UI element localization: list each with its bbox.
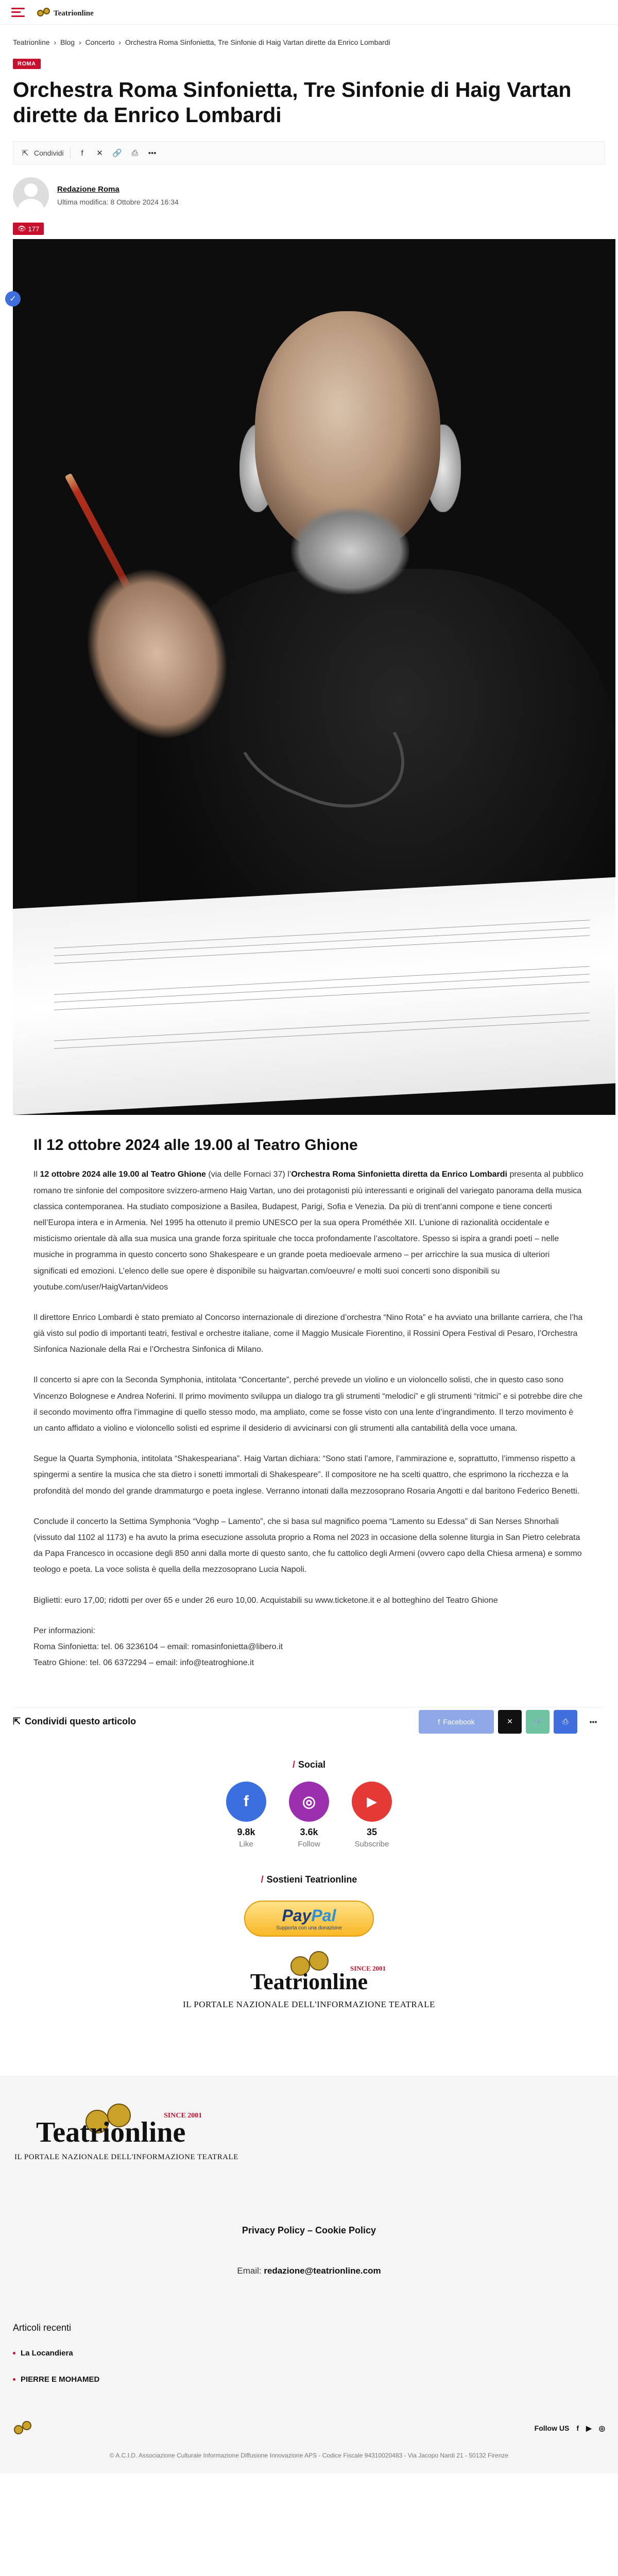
- accessibility-icon[interactable]: ✓: [5, 291, 21, 307]
- copy-link-button[interactable]: [526, 1710, 550, 1734]
- recent-article-item[interactable]: PIERRE E MOHAMED: [13, 2375, 618, 2384]
- footer-logo[interactable]: SINCE 2001 Teatrionline IL PORTALE NAZIONALE DELL'INFORMAZIONE TEATRALE: [0, 2076, 618, 2179]
- x-share-button[interactable]: [498, 1710, 522, 1734]
- youtube-icon: ▶: [352, 1782, 392, 1822]
- social-widget: [0, 1782, 618, 1849]
- share-footer-label: ⇱ Condividi questo articolo: [13, 1716, 136, 1727]
- paragraph: Il 12 ottobre 2024 alle 19.00 al Teatro Ghione (via delle Fornaci 37) l’Orchestra Roma Sinfonietta diretta da Enrico Lombardi presenta al pubblico romano tre sinfonie del compositore svizzero-armeno Haig Vartan, uno dei protagonisti più interessanti e originali del variegato panorama della musica classica contemporanea. Ha studiato composizione a Basilea, Budapest, Parigi, Sofia e Venezia. Da più di trent’anni compone e tiene concerti nell’Europa intera e in Armenia. Nel 1995 ha ottenuto il premio UNESCO per la sua opera Prométhée XII. L’unione di razionalità occidentale e misticismo orientale dà alla sua musica una grande forza spirituale che tocca profondamente l’ascoltatore. Spesso si ispira a grandi poeti – nelle musiche in programma in questo concerto sono Shakespeare e un grande poeta medioevale armeno – per arricchire la sua musica di ulteriori significati ed emozioni. L’elenco delle sue opere è disponibile su haigvartan.com/oeuvre/ e molti suoi concerti sono disponibili su youtube.com/user/HaigVartan/videos: [33, 1170, 583, 1292]
- breadcrumb-separator: ›: [54, 38, 57, 46]
- share-footer: [13, 1707, 605, 1736]
- paragraph: Il concerto si apre con la Seconda Symphonia, intitolata “Concertante”, perché prevede un violino e un violoncello solisti, che in questo caso sono Vincenzo Bolognese e Andrea Noferini. Il primo movimento sviluppa un dialogo tra gli strumenti “melodici” e gli strumenti “ritmici” e si potrebbe dire che il secondo movimento offra l’immagine di quello stesso modo, ma ampliato, come se fosse visto con una lente d’ingrandimento. Il terzo movimento è un canto affidato a violino e violoncello solisti ed esprime il desiderio di avvicinarsi con gli strumenti alla cantabilità della voce umana.: [33, 1376, 582, 1433]
- more-icon[interactable]: •••: [148, 148, 157, 158]
- instagram-icon[interactable]: ◎: [598, 2424, 605, 2432]
- breadcrumb-blog[interactable]: Blog: [60, 38, 75, 46]
- facebook-icon: f: [438, 1717, 440, 1726]
- breadcrumb-concerto[interactable]: Concerto: [85, 38, 115, 46]
- support-widget-title: / Sostieni Teatrionline: [261, 1874, 357, 1885]
- eye-icon: 👁: [18, 225, 26, 233]
- article-body: [33, 1137, 585, 1671]
- print-icon: ⎙: [562, 1717, 569, 1726]
- binoculars-icon: [36, 7, 52, 18]
- more-icon: •••: [589, 1717, 597, 1726]
- share-label: ⇱ Condividi: [20, 147, 71, 159]
- youtube-icon[interactable]: ▶: [586, 2424, 592, 2432]
- footer-links: Privacy Policy – Cookie Policy: [242, 2225, 376, 2236]
- author-name[interactable]: Redazione Roma: [57, 184, 119, 194]
- social-instagram[interactable]: ◎ 3.6k Follow: [289, 1782, 329, 1849]
- print-button[interactable]: [554, 1710, 577, 1734]
- facebook-share-button[interactable]: f Facebook: [419, 1710, 494, 1734]
- more-share-button[interactable]: [581, 1710, 605, 1734]
- site-logo-text: Teatrionline: [54, 9, 94, 18]
- social-facebook[interactable]: f 9.8k Like: [226, 1782, 266, 1849]
- privacy-policy-link[interactable]: Privacy Policy: [242, 2225, 305, 2236]
- menu-icon[interactable]: [11, 8, 25, 17]
- share-bar: [13, 141, 605, 165]
- paragraph: Biglietti: euro 17,00; ridotti per over 65 e under 26 euro 10,00. Acquistabili su www.ticketone.it e al botteghino del Teatro Ghione: [33, 1596, 498, 1605]
- email-link[interactable]: redazione@teatrionline.com: [264, 2266, 381, 2276]
- modified-date: Ultima modifica: 8 Ottobre 2024 16:34: [57, 197, 179, 206]
- site-footer: [0, 2076, 618, 2473]
- x-icon: ✕: [507, 1717, 513, 1726]
- paragraph: Segue la Quarta Symphonia, intitolata “Shakespeariana”. Haig Vartan dichiara: “Sono stati l’amore, l’ammirazione e, soprattutto, l’immenso rispetto a spingermi a sentire la musica che sta dietro i sonetti immortali di Shakespeare”. Il compositore ne ha scelti quattro, che esprimono la ricchezza e la profondità del mondo del grande drammaturgo e poeta inglese. Verranno intonati dalla mezzosoprano Rosaria Angotti e dal baritono Federico Benetti.: [33, 1454, 580, 1496]
- share-icon: ⇱: [13, 1716, 21, 1727]
- follow-us: Follow US f ▶ ◎: [534, 2424, 605, 2433]
- facebook-icon[interactable]: f: [576, 2424, 579, 2433]
- social-widget-title: / Social: [292, 1759, 326, 1770]
- facebook-icon[interactable]: f: [81, 148, 83, 158]
- social-youtube[interactable]: ▶ 35 Subscribe: [352, 1782, 392, 1849]
- author-row: [0, 165, 618, 213]
- x-icon[interactable]: ✕: [96, 149, 103, 158]
- article-title: Orchestra Roma Sinfonietta, Tre Sinfonie di Haig Vartan dirette da Enrico Lombardi: [13, 78, 572, 127]
- bottom-bar: [0, 2401, 618, 2436]
- article-heading: Il 12 ottobre 2024 alle 19.00 al Teatro Ghione: [33, 1137, 358, 1154]
- site-logo[interactable]: [36, 7, 94, 18]
- copyright: © A.C.I.D. Associazione Culturale Informazione Diffusione Innovazione APS - Codice Fiscale 94310020483 - Via Jacopo Nardi 21 - 50132 Firenze: [109, 2452, 509, 2460]
- link-icon[interactable]: 🔗: [112, 149, 122, 158]
- breadcrumb-separator: ›: [78, 38, 81, 46]
- cookie-policy-link[interactable]: Cookie Policy: [315, 2225, 376, 2236]
- recent-articles-title: Articoli recenti: [13, 2323, 72, 2333]
- breadcrumb: [0, 25, 618, 49]
- top-bar: [0, 0, 618, 25]
- footer-email: Email: redazione@teatrionline.com: [237, 2266, 381, 2276]
- paypal-donate-button[interactable]: PayPal Supporta con una donazione: [244, 1901, 374, 1937]
- recent-articles: [0, 2323, 618, 2384]
- share-icon: ⇱: [22, 149, 29, 158]
- views-badge: 👁 177: [13, 223, 44, 235]
- recent-article-item[interactable]: La Locandiera: [13, 2349, 618, 2358]
- link-icon: 🔗: [533, 1717, 542, 1726]
- category-badge[interactable]: ROMA: [13, 59, 41, 69]
- breadcrumb-current: Orchestra Roma Sinfonietta, Tre Sinfonie di Haig Vartan dirette da Enrico Lombardi: [125, 38, 390, 46]
- hero-image: [13, 239, 615, 1115]
- instagram-icon: ◎: [289, 1782, 329, 1822]
- paragraph: Conclude il concerto la Settima Symphonia “Voghp – Lamento”, che si basa sul magnifico poema “Lamento su Edessa” di San Nerses Shnorhali (vissuto dal 1102 al 1173) e ha avuto la prima esecuzione assoluta proprio a Roma nel 2023 in occasione della solenne liturgia in San Pietro celebrata da Papa Francesco in occasione degli 850 anni dalla morte di questo santo, che fu cattolico degli Armeni (ovvero capo della Chiesa armena) e sommo teologo e poeta. La voce solista è quella della mezzosoprano Lucia Napoli.: [33, 1517, 582, 1574]
- sidebar-logo[interactable]: SINCE 2001 Teatrionline IL PORTALE NAZIONALE DELL'INFORMAZIONE TEATRALE: [0, 1957, 618, 2014]
- binoculars-icon[interactable]: [13, 2420, 33, 2436]
- info-block: Per informazioni: Roma Sinfonietta: tel. 06 3236104 – email: romasinfonietta@libero.it Teatro Ghione: tel. 06 6372294 – email: info@teatroghione.it: [33, 1626, 283, 1668]
- avatar[interactable]: [13, 177, 49, 213]
- paragraph: Il direttore Enrico Lombardi è stato premiato al Concorso internazionale di direzione d’orchestra “Nino Rota” e ha avviato una brillante carriera, che l’ha già visto sul podio di importanti teatri, festival e orchestre italiane, come il Maggio Musicale Fiorentino, il Rossini Opera Festival di Pesaro, l’Orchestra Sinfonica Nazionale della Rai e l’Orchestra Sinfonica di Milano.: [33, 1313, 583, 1354]
- print-icon[interactable]: ⎙: [131, 148, 138, 158]
- breadcrumb-separator: ›: [118, 38, 121, 46]
- facebook-icon: f: [226, 1782, 266, 1822]
- breadcrumb-home[interactable]: Teatrionline: [13, 38, 50, 46]
